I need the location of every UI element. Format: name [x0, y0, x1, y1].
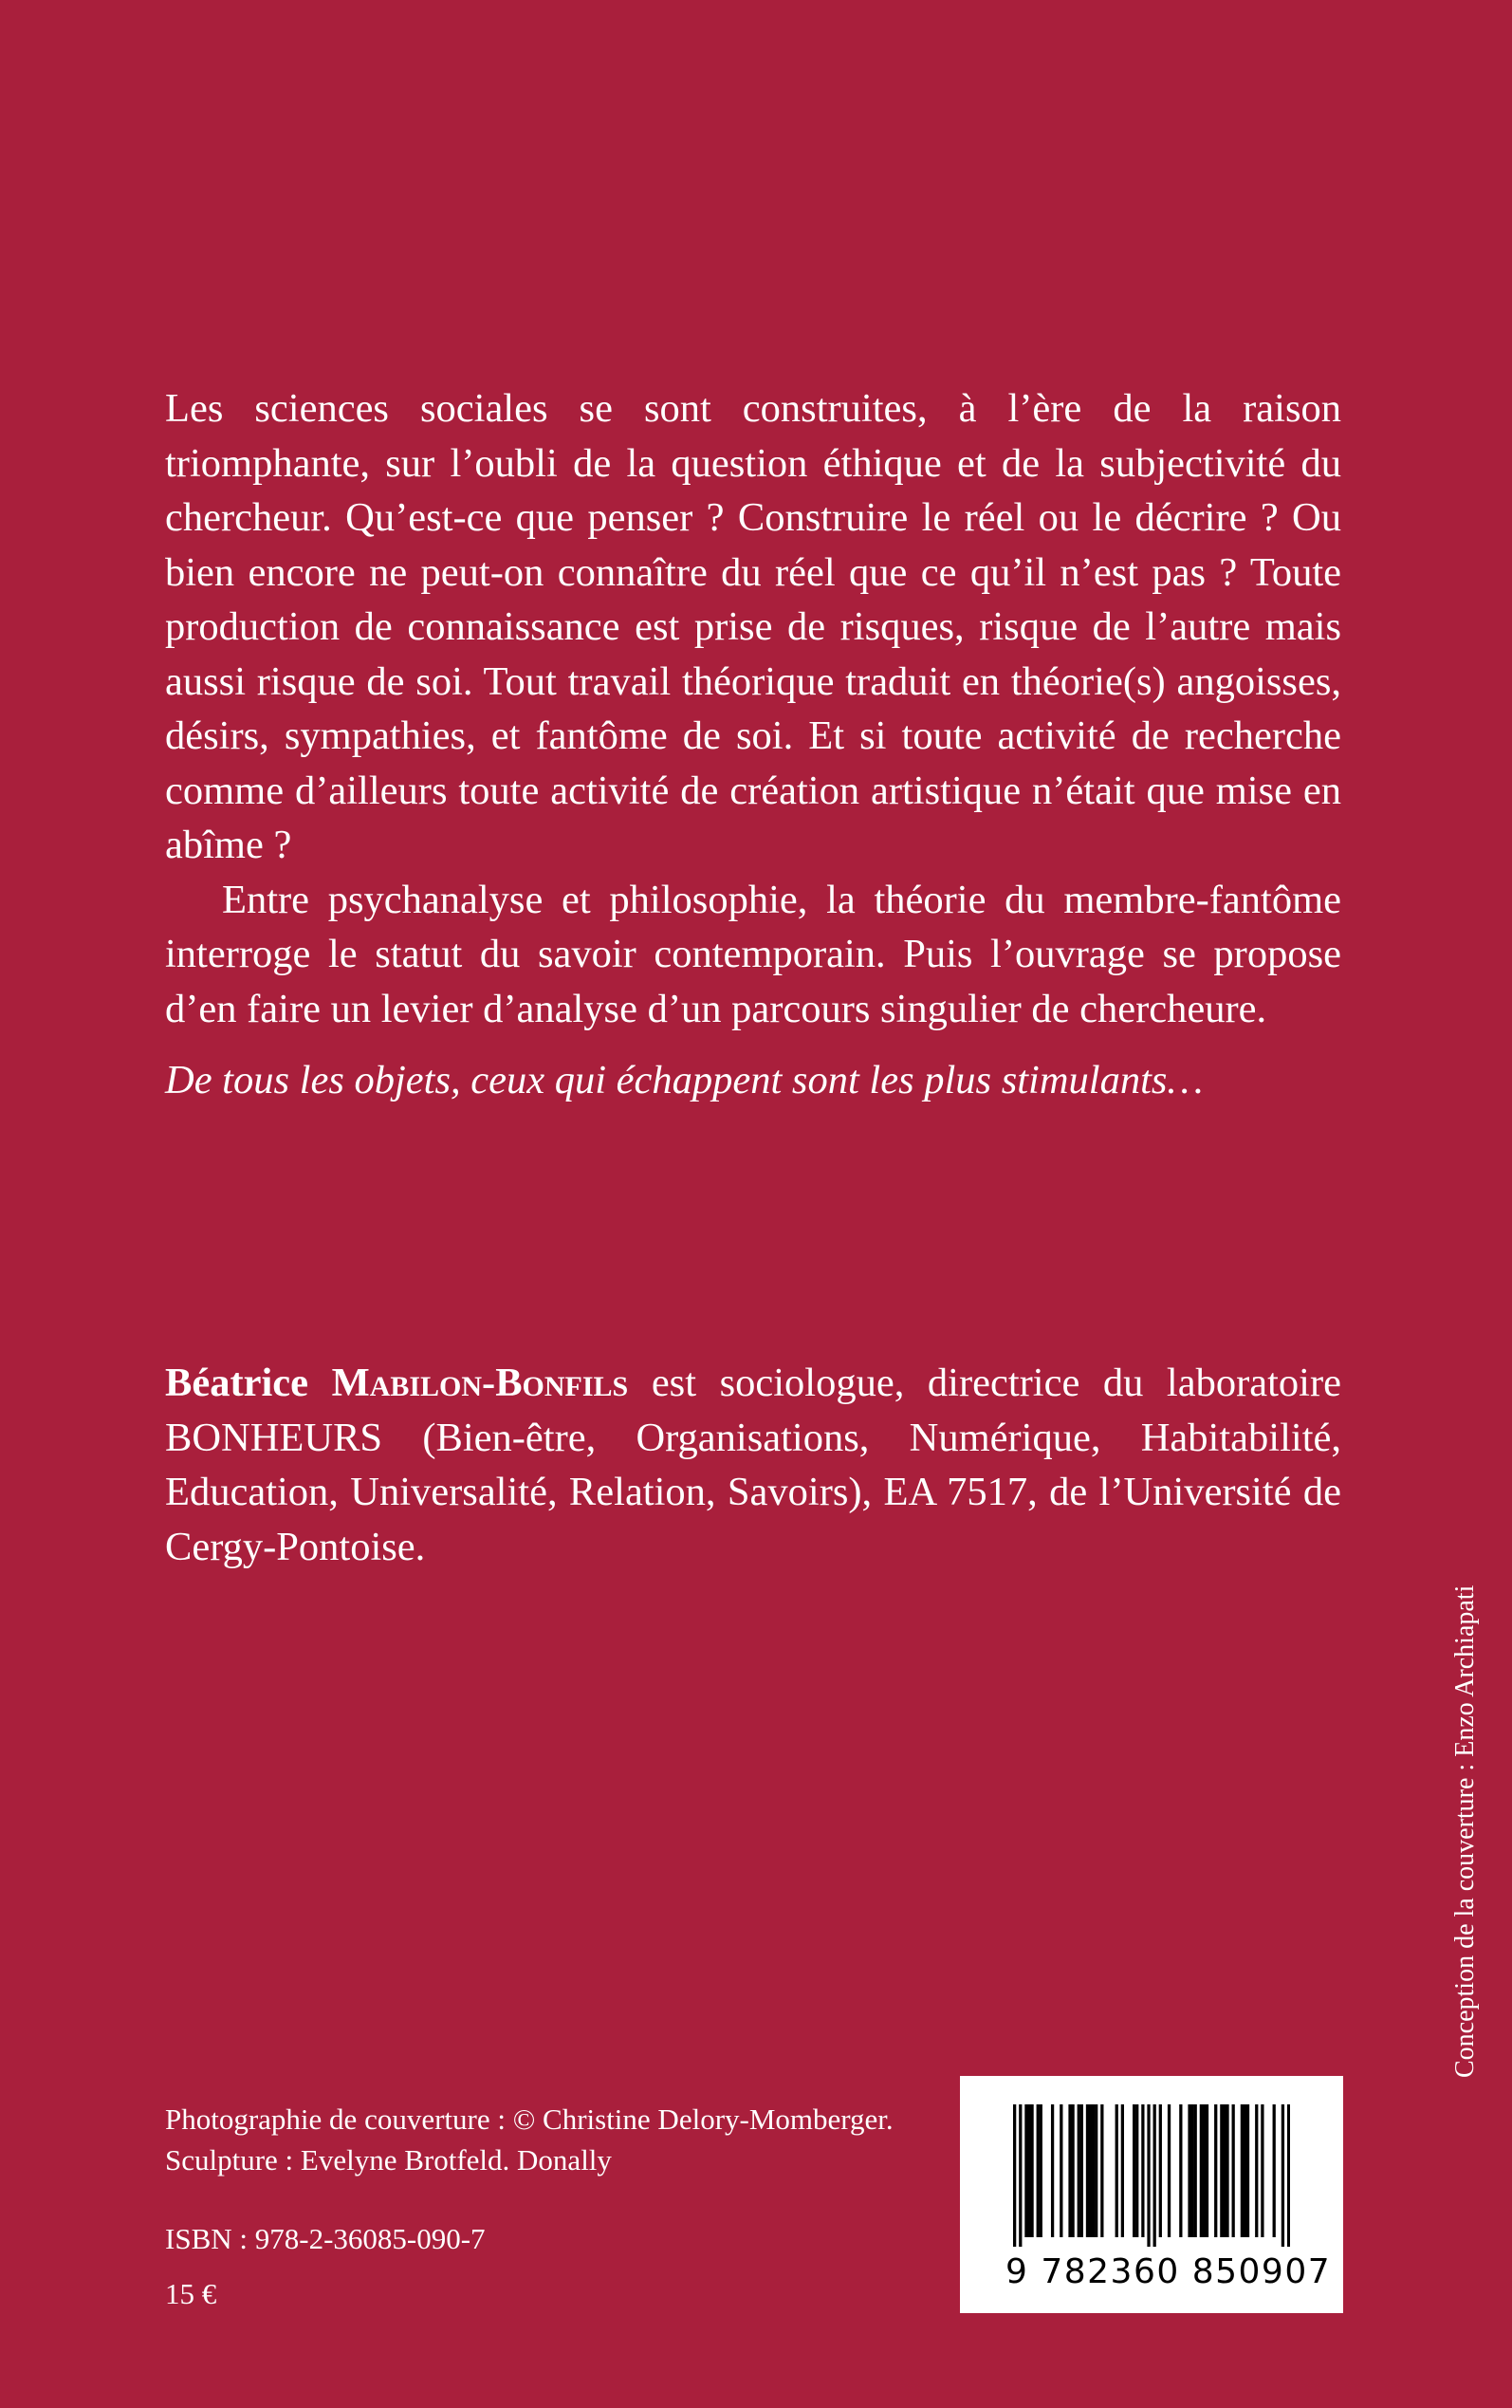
barcode-digits: 9 782360 850907 [1005, 2252, 1332, 2291]
barcode-bar [1153, 2104, 1156, 2247]
barcode-bar [1159, 2104, 1162, 2237]
barcode-bar [1068, 2104, 1071, 2237]
barcode-bar [1203, 2104, 1206, 2237]
barcode-bar [1080, 2104, 1083, 2237]
barcode-bar [1092, 2104, 1095, 2237]
barcode-bar [1200, 2104, 1203, 2237]
barcode-bar [1078, 2104, 1080, 2237]
barcode-bar [1135, 2104, 1138, 2237]
author-first-name: Béatrice [165, 1361, 309, 1405]
blurb-paragraph-1: Les sciences sociales se sont construites, à l’ère de la raison triomphante, sur l’oubli de la question éthique et de la subjectivité du chercheur. Qu’est-ce que penser ? Construire le réel ou le décrire ? Ou bien encore ne peut-on connaître du réel que ce qu’il n’est pas ? Toute production de connaissance est prise de risques, risque de l’autre mais aussi risque de soi. Tout travail théorique traduit en théorie(s) angoisses, désirs, sympathies, et fantôme de soi. Et si toute activité de recherche comme d’ailleurs toute activité de création artistique n’était que mise en abîme ? [165, 386, 1341, 867]
barcode-bar [1282, 2104, 1284, 2247]
barcode-bar [1206, 2104, 1208, 2237]
epigraph-quote: De tous les objets, ceux qui échappent sont les plus stimulants… [165, 1058, 1204, 1102]
barcode-bar [1030, 2104, 1033, 2237]
barcode-bar [1226, 2104, 1228, 2237]
barcode-bar [1013, 2104, 1016, 2247]
barcode [960, 2076, 1343, 2313]
cover-design-credit [1447, 1471, 1484, 2078]
author-bio-text: est sociologue, directrice du laboratoire BONHEURS (Bien-être, Organisations, Numérique, Habitabilité, Education, Universalité, Relation, Savoirs), EA 7517, de l’Université de Cergy-Pontoise. [165, 1361, 1342, 1569]
blurb-paragraph-2: Entre psychanalyse et philosophie, la théorie du membre-fantôme interroge le statut du savoir contemporain. Puis l’ouvrage se propose d’en faire un levier d’analyse d’un parcours singulier de chercheure. [165, 877, 1341, 1031]
barcode-bar [1261, 2104, 1263, 2237]
barcode-bar [1060, 2104, 1062, 2237]
barcode-bar [1089, 2104, 1092, 2237]
barcode-bar [1190, 2104, 1193, 2237]
barcode-bar [1220, 2104, 1223, 2237]
barcode-bar [1273, 2104, 1276, 2237]
barcode-bar [1223, 2104, 1226, 2237]
barcode-bar [1168, 2104, 1171, 2237]
barcode-bar [1019, 2104, 1022, 2247]
barcode-bar [1141, 2104, 1144, 2237]
back-cover-blurb [165, 381, 1341, 1036]
barcode-bar [1188, 2104, 1190, 2237]
barcode-bar [1244, 2104, 1246, 2237]
barcode-bar [1133, 2104, 1135, 2237]
barcode-bar [1071, 2104, 1074, 2237]
barcode-bar [1040, 2104, 1042, 2237]
barcode-bar [1086, 2104, 1089, 2237]
barcode-bar [1179, 2104, 1182, 2237]
barcode-bar [1147, 2104, 1150, 2247]
price-text: 15 € [165, 2277, 217, 2310]
barcode-bar [1241, 2104, 1244, 2237]
barcode-bar [1100, 2104, 1103, 2237]
cover-design-credit-text: Conception de la couverture : Enzo Archiapati [1450, 1584, 1480, 2078]
isbn-text: ISBN : 978-2-36085-090-7 [165, 2222, 486, 2255]
barcode-bar [1095, 2104, 1097, 2237]
barcode-bar [1027, 2104, 1030, 2237]
barcode-bar [1051, 2104, 1054, 2237]
barcode-bar [1246, 2104, 1249, 2237]
photo-credit: Photographie de couverture : © Christine Delory-Momberger. [165, 2102, 894, 2136]
sculpture-credit: Sculpture : Evelyne Brotfeld. Donally [165, 2143, 612, 2176]
barcode-bar [1287, 2104, 1290, 2247]
barcode-bar [1116, 2104, 1118, 2237]
barcode-bars-icon [1013, 2104, 1290, 2247]
barcode-bar [1037, 2104, 1040, 2237]
barcode-bar [1232, 2104, 1235, 2237]
barcode-bar [1255, 2104, 1258, 2237]
image-credits [165, 2099, 981, 2180]
barcode-bar [1024, 2104, 1027, 2237]
barcode-bar [1194, 2104, 1197, 2237]
author-last-name: Mabilon-Bonfils [331, 1361, 629, 1405]
author-bio [165, 1356, 1341, 1574]
barcode-bar [1121, 2104, 1124, 2237]
barcode-bar [1214, 2104, 1217, 2237]
